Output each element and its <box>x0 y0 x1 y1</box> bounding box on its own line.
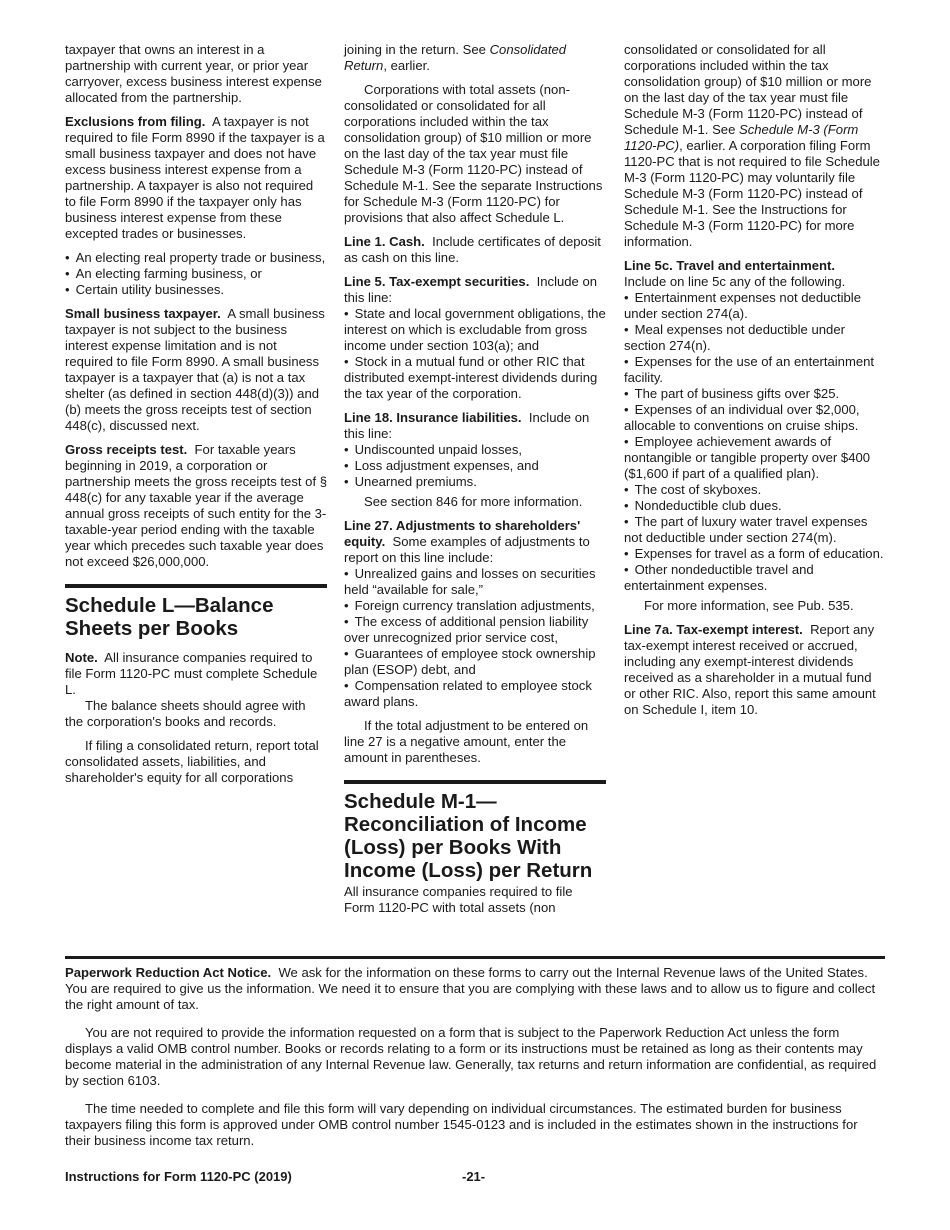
note-paragraph <box>65 650 327 698</box>
list-item: • An electing farming business, or <box>65 266 327 282</box>
list-item: • Unrealized gains and losses on securities held “available for sale,” <box>344 566 606 598</box>
list-item: • The excess of additional pension liability over unrecognized prior service cost, <box>344 614 606 646</box>
note-heading: Note. <box>65 650 98 665</box>
text: consolidated or consolidated for all corporations included within the tax consolidation group) of $10 million or more on the last day of the tax year must file Schedule M-3 (Form 1120-PC) instead of Schedule M-1. See <box>624 42 872 137</box>
exclusions-heading: Exclusions from filing. <box>65 114 206 129</box>
line5-text: Include on this line: <box>344 274 598 305</box>
list-item: • Certain utility businesses. <box>65 282 327 298</box>
list-item: • Expenses for the use of an entertainment facility. <box>624 354 886 386</box>
section-divider <box>344 780 606 784</box>
section-divider <box>65 584 327 588</box>
line5c-text: Include on line 5c any of the following. <box>624 274 846 289</box>
small-business-paragraph <box>65 306 327 434</box>
line18-list <box>344 442 606 490</box>
line1-text: Include certificates of deposit as cash on this line. <box>344 234 601 265</box>
note-text: All insurance companies required to file Form 1120-PC must complete Schedule L. <box>65 650 318 697</box>
line1-heading: Line 1. Cash. <box>344 234 425 249</box>
list-item: • The part of luxury water travel expenses not deductible under section 274(m). <box>624 514 886 546</box>
page-footer <box>65 1169 885 1184</box>
column-1 <box>65 42 327 794</box>
line5c-heading: Line 5c. Travel and entertainment. <box>624 258 836 273</box>
footer-title: Instructions for Form 1120-PC (2019) <box>65 1169 292 1184</box>
gross-receipts-text: For taxable years beginning in 2019, a corporation or partnership meets the gross receipts test of § 448(c) for any taxable year if the average annual gross receipts of such entity for the 3-taxable-year period ending with the taxable year which precedes such taxable year does not exceed $26,000,000. <box>65 442 328 569</box>
exclusions-text: A taxpayer is not required to file Form 8990 if the taxpayer is a small business taxpayer and does not have excess business interest expense from a partnership. A taxpayer is also not required to file Form 8990 if the taxpayer only has business interest expense from these excepted trades or businesses. <box>65 114 325 241</box>
column-3 <box>624 42 886 726</box>
line27-text: Some examples of adjustments to report on this line include: <box>344 534 590 565</box>
paragraph <box>344 42 606 74</box>
list-item: • Nondeductible club dues. <box>624 498 886 514</box>
text: , earlier. A corporation filing Form 1120-PC that is not required to file Schedule M-3 (Form 1120-PC) may voluntarily file Schedule M-3 (Form 1120-PC) instead of Schedule M-1. See the Instructions for Schedule M-3 (Form 1120-PC) for more information. <box>624 138 880 249</box>
paperwork-paragraph <box>65 965 885 1013</box>
small-business-heading: Small business taxpayer. <box>65 306 221 321</box>
list-item: • Undiscounted unpaid losses, <box>344 442 606 458</box>
list-item: • State and local government obligations, the interest on which is excludable from gross income under section 103(a); and <box>344 306 606 354</box>
paperwork-notice <box>65 956 885 1161</box>
text: joining in the return. See <box>344 42 490 57</box>
paragraph: taxpayer that owns an interest in a partnership with current year, or prior year carryover, excess business interest expense allocated from the partnership. <box>65 42 322 105</box>
list-item: • Guarantees of employee stock ownership plan (ESOP) debt, and <box>344 646 606 678</box>
paperwork-text: We ask for the information on these forms to carry out the Internal Revenue laws of the United States. You are required to give us the information. We need it to ensure that you are complying with these laws and to allow us to figure and collect the right amount of tax. <box>65 965 876 1012</box>
list-item: • Entertainment expenses not deductible under section 274(a). <box>624 290 886 322</box>
small-business-text: A small business taxpayer is not subject to the business interest expense limitation and is not required to file Form 8990. A small business taxpayer is a taxpayer that (a) is not a tax shelter (as defined in section 448(d)(3)) and (b) meets the gross receipts test of section 448(c), discussed next. <box>65 306 325 433</box>
list-item: • Other nondeductible travel and entertainment expenses. <box>624 562 886 594</box>
paragraph: If filing a consolidated return, report total consolidated assets, liabilities, and shareholder's equity for all corporations <box>65 738 319 785</box>
paragraph: The balance sheets should agree with the corporation's books and records. <box>65 698 306 729</box>
list-item: • Meal expenses not deductible under section 274(n). <box>624 322 886 354</box>
paragraph: You are not required to provide the information requested on a form that is subject to the Paperwork Reduction Act unless the form displays a valid OMB control number. Books or records relating to a form or its instructions must be retained as long as their contents may become material in the administration of any Internal Revenue law. Generally, tax returns and return information are confidential, as required by section 6103. <box>65 1025 877 1088</box>
list-item: • Loss adjustment expenses, and <box>344 458 606 474</box>
line7a-paragraph <box>624 622 886 718</box>
page-number: -21- <box>462 1169 486 1184</box>
list-item: • Employee achievement awards of nontangible or tangible property over $400 ($1,600 if part of a qualified plan). <box>624 434 886 482</box>
exclusions-list <box>65 250 327 298</box>
list-item: • Unearned premiums. <box>344 474 606 490</box>
list-item: • Compensation related to employee stock award plans. <box>344 678 606 710</box>
exclusions-paragraph <box>65 114 327 242</box>
text: , earlier. <box>383 58 430 73</box>
line7a-text: Report any tax-exempt interest received or accrued, including any exempt-interest dividends received as a shareholder in a mutual fund or other RIC. Also, report this same amount on Schedule I, item 10. <box>624 622 876 717</box>
list-item: • Stock in a mutual fund or other RIC that distributed exempt-interest dividends during the tax year of the corporation. <box>344 354 606 402</box>
line18-heading: Line 18. Insurance liabilities. <box>344 410 522 425</box>
list-item: • Expenses of an individual over $2,000, allocable to conventions on cruise ships. <box>624 402 886 434</box>
paragraph: Corporations with total assets (non-consolidated or consolidated for all corporations included within the tax consolidation group) of $10 million or more on the last day of the tax year must file Schedule M-3 (Form 1120-PC) instead of Schedule M-1. See the separate Instructions for Schedule M-3 (Form 1120-PC) for provisions that also affect Schedule L. <box>344 82 603 225</box>
list-item: • The cost of skyboxes. <box>624 482 886 498</box>
paragraph: See section 846 for more information. <box>364 494 583 509</box>
schedule-m1-title: Schedule M-1—Reconciliation of Income (Loss) per Books With Income (Loss) per Return <box>344 790 593 882</box>
line27-list <box>344 566 606 710</box>
paragraph: All insurance companies required to file Form 1120-PC with total assets (non <box>344 884 573 915</box>
line27-heading: Line 27. Adjustments to shareholders' equity. <box>344 518 581 549</box>
line27-paragraph <box>344 518 606 566</box>
line5c-paragraph <box>624 258 886 290</box>
line5c-list <box>624 290 886 594</box>
paperwork-heading: Paperwork Reduction Act Notice. <box>65 965 272 980</box>
list-item: • Foreign currency translation adjustments, <box>344 598 606 614</box>
consolidated-return-ref: Consolidated Return <box>344 42 567 73</box>
paragraph <box>624 42 886 250</box>
section-divider <box>65 956 885 959</box>
schedule-m3-ref: Schedule M-3 (Form 1120-PC) <box>624 122 859 153</box>
paragraph: For more information, see Pub. 535. <box>644 598 854 613</box>
list-item: • An electing real property trade or business, <box>65 250 327 266</box>
list-item: • The part of business gifts over $25. <box>624 386 886 402</box>
line1-paragraph <box>344 234 606 266</box>
paragraph: If the total adjustment to be entered on line 27 is a negative amount, enter the amount in parentheses. <box>344 718 589 765</box>
paragraph: The time needed to complete and file this form will vary depending on individual circumstances. The estimated burden for business taxpayers filing this form is approved under OMB control number 1545-0123 and is included in the estimates shown in the instructions for their business income tax return. <box>65 1101 858 1148</box>
line5-list <box>344 306 606 402</box>
line5-heading: Line 5. Tax-exempt securities. <box>344 274 530 289</box>
line18-paragraph <box>344 410 606 442</box>
list-item: • Expenses for travel as a form of education. <box>624 546 886 562</box>
line5-paragraph <box>344 274 606 306</box>
line18-text: Include on this line: <box>344 410 590 441</box>
gross-receipts-paragraph <box>65 442 327 570</box>
line7a-heading: Line 7a. Tax-exempt interest. <box>624 622 803 637</box>
column-2 <box>344 42 606 924</box>
schedule-l-title: Schedule L—Balance Sheets per Books <box>65 594 274 640</box>
gross-receipts-heading: Gross receipts test. <box>65 442 188 457</box>
